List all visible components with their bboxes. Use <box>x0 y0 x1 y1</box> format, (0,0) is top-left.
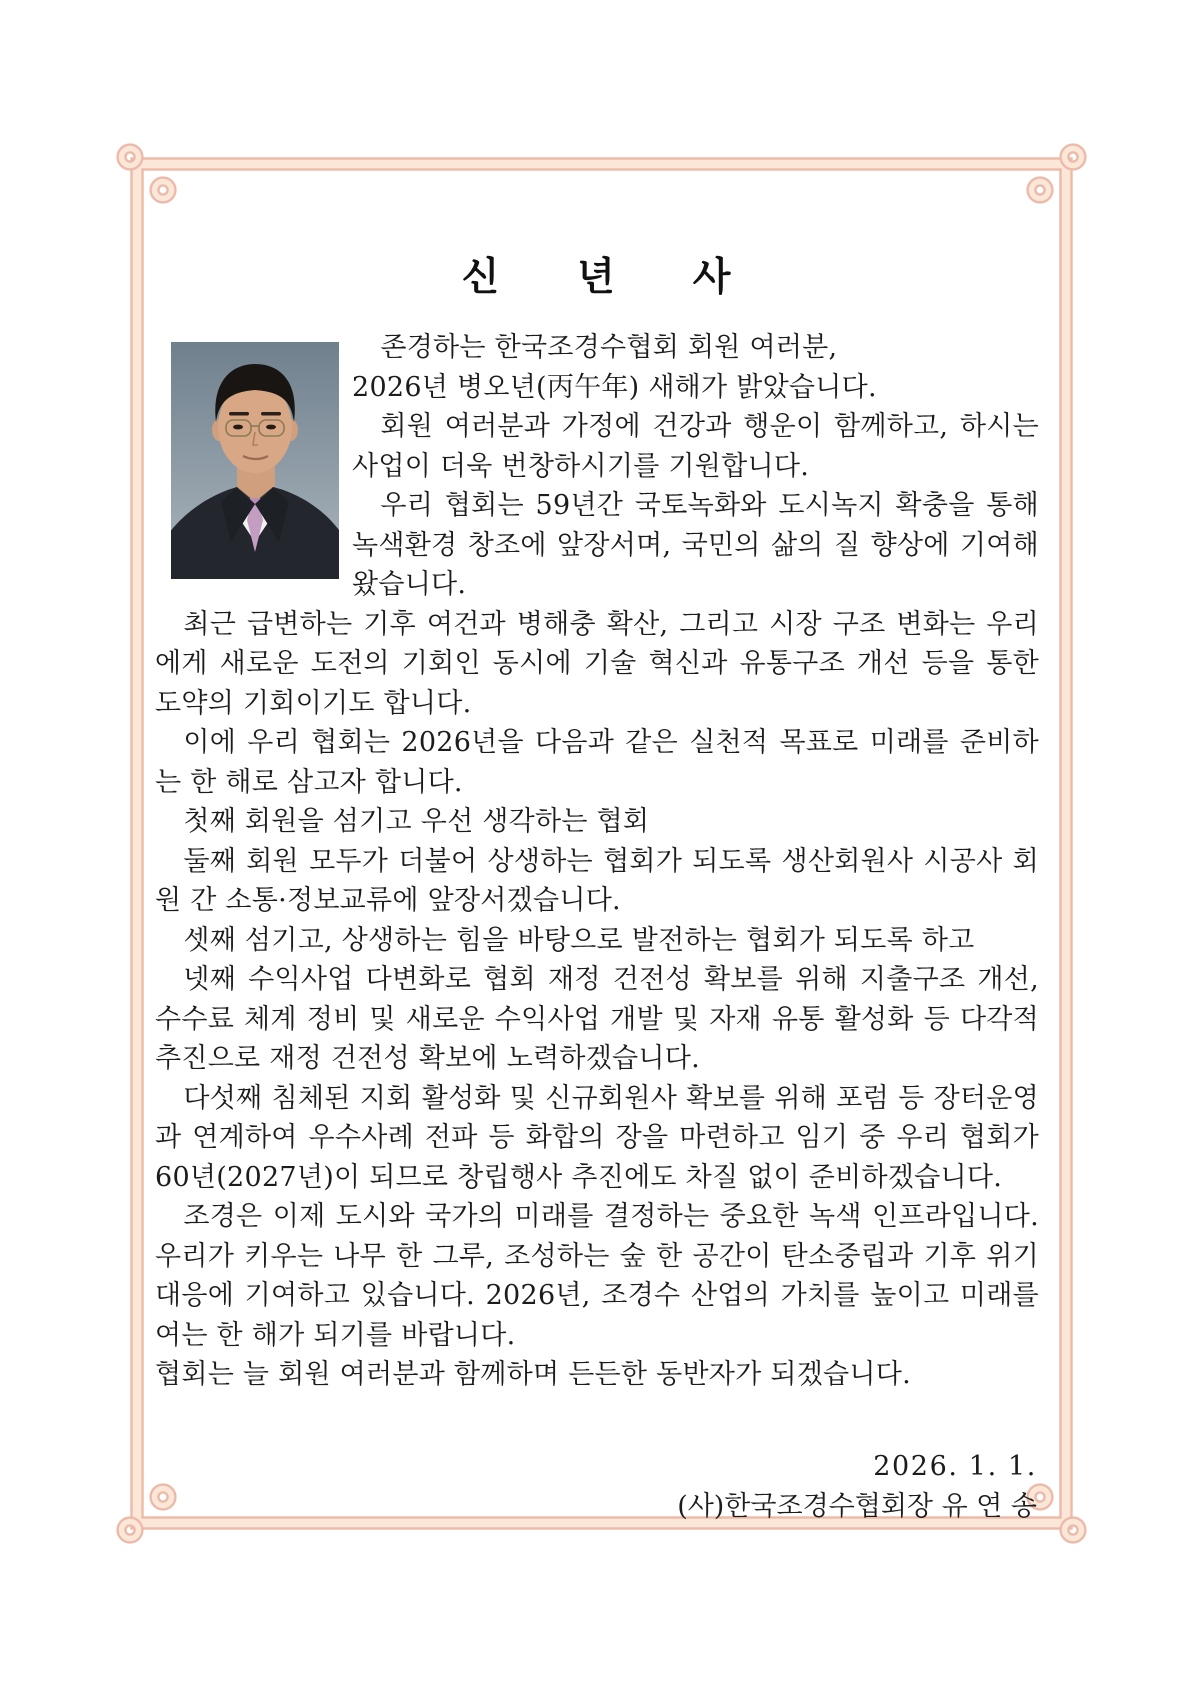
paragraph: 조경은 이제 도시와 국가의 미래를 결정하는 중요한 녹색 인프라입니다. 우리가 키우는 나무 한 그루, 조성하는 숲 한 공간이 탄소중립과 기후 위기 대응에 기여하고 있습니다. 2026년, 조경수 산업의 가치를 높이고 미래를 여는 한 해가 되기를 바랍니다. <box>155 1201 1039 1351</box>
signer-name: (사)한국조경수협회장 유 연 송 <box>677 1490 1037 1522</box>
paragraph: 셋째 섬기고, 상생하는 힘을 바탕으로 발전하는 협회가 되도록 하고 <box>183 924 975 956</box>
page-title: 신 년 사 <box>461 254 733 300</box>
paragraph: 존경하는 한국조경수협회 회원 여러분, <box>380 332 838 363</box>
paragraph: 다섯째 침체된 지회 활성화 및 신규회원사 확보를 위해 포럼 등 장터운영과 연계하여 우수사례 전파 등 화합의 장을 마련하고 임기 중 우리 협회가 60년(2027년)이 되므로 창립행사 추진에도 차질 없이 준비하겠습니다. <box>155 1082 1039 1193</box>
paragraph: 둘째 회원 모두가 더불어 상생하는 협회가 되도록 생산회원사 시공사 회원 간 소통·정보교류에 앞장서겠습니다. <box>155 845 1039 916</box>
letter-date: 2026. 1. 1. <box>873 1450 1037 1482</box>
letter-body <box>155 328 1039 1395</box>
paragraph: 이에 우리 협회는 2026년을 다음과 같은 실천적 목표로 미래를 준비하는 한 해로 삼고자 합니다. <box>155 727 1039 798</box>
paragraph: 우리 협회는 59년간 국토녹화와 도시녹지 확충을 통해 녹색환경 창조에 앞장서며, 국민의 삶의 질 향상에 기여해 왔습니다. <box>352 490 1039 600</box>
paragraph: 최근 급변하는 기후 여건과 병해충 확산, 그리고 시장 구조 변화는 우리에게 새로운 도전의 기회인 동시에 기술 혁신과 유통구조 개선 등을 통한 도약의 기회이기도 합니다. <box>155 608 1039 719</box>
letter-content <box>155 246 1039 1527</box>
president-portrait-photo <box>171 342 339 579</box>
paragraph: 첫째 회원을 섬기고 우선 생각하는 협회 <box>183 806 650 837</box>
paragraph: 회원 여러분과 가정에 건강과 행운이 함께하고, 하시는 사업이 더욱 번창하시기를 기원합니다. <box>352 411 1039 482</box>
paragraph: 2026년 병오년(丙午年) 새해가 밝았습니다. <box>352 371 877 403</box>
paragraph: 협회는 늘 회원 여러분과 함께하며 든든한 동반자가 되겠습니다. <box>155 1359 911 1390</box>
signature-block <box>155 1447 1039 1527</box>
paragraph: 넷째 수익사업 다변화로 협회 재정 건전성 확보를 위해 지출구조 개선, 수수료 체계 정비 및 새로운 수익사업 개발 및 자재 유통 활성화 등 다각적 추진으로 재정 건전성 확보에 노력하겠습니다. <box>155 964 1039 1074</box>
